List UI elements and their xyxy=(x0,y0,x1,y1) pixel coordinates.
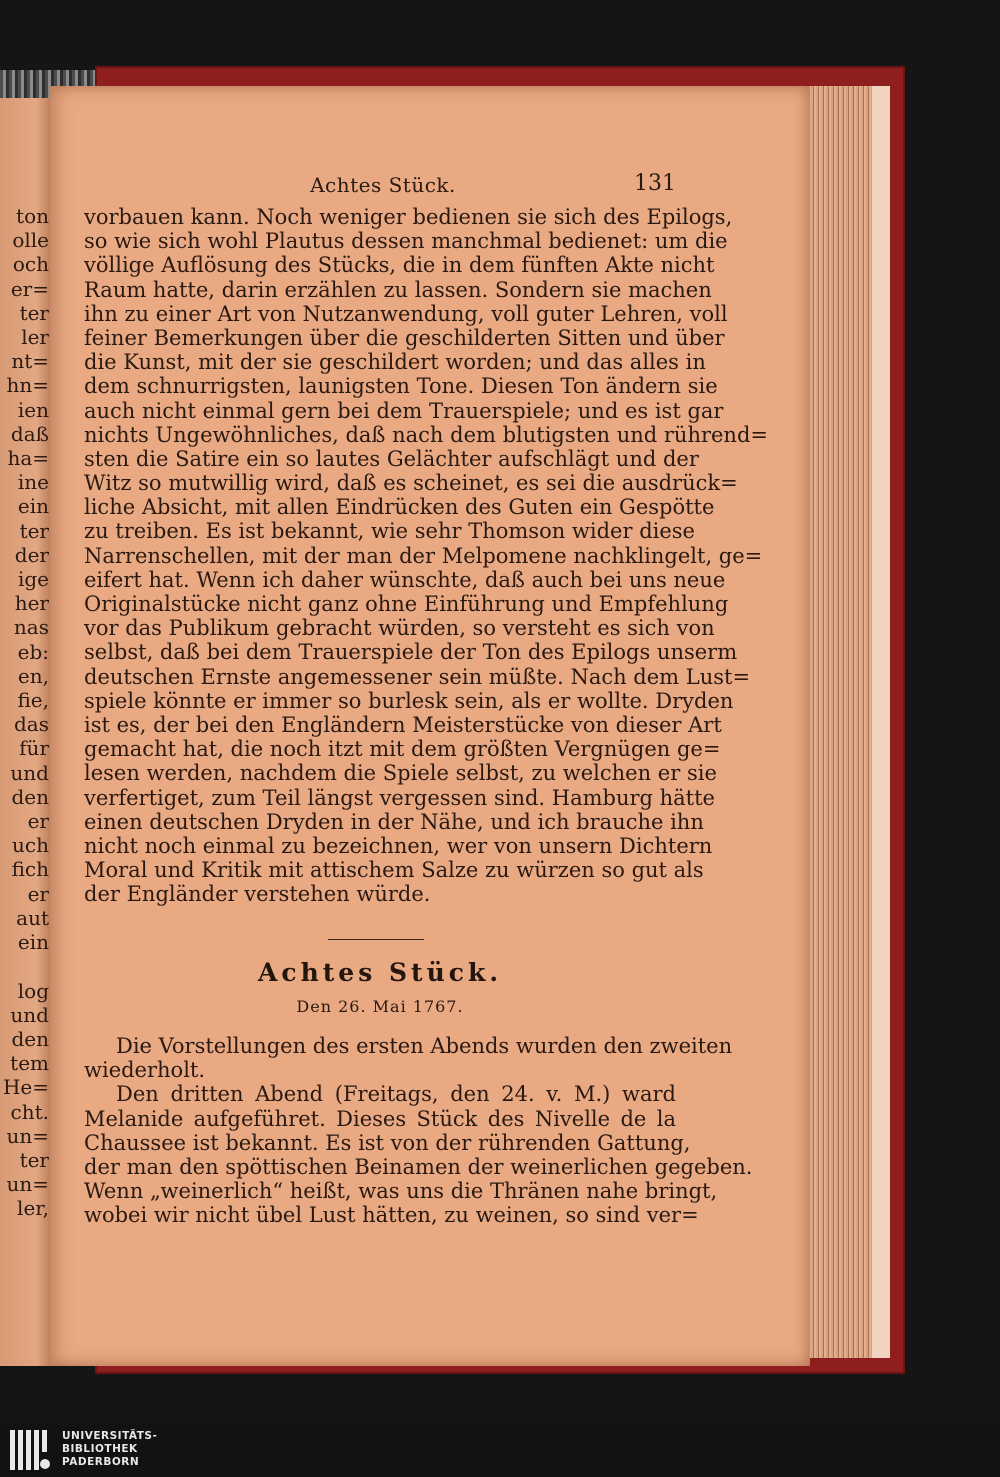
text-line: einen deutschen Dryden in der Nähe, und ich brauche ihn xyxy=(84,809,704,834)
library-name xyxy=(62,1430,157,1469)
section-date: Den 26. Mai 1767. xyxy=(296,997,464,1016)
text-line: Die Vorstellungen des ersten Abends wurden den zweiten xyxy=(116,1034,733,1058)
left-page-fragment: den xyxy=(11,1026,49,1051)
left-page-fragment: fich xyxy=(11,857,49,882)
left-page-fragment: nas xyxy=(13,615,49,640)
text-line: Melanide aufgeführet. Dieses Stück des Nivelle de la xyxy=(84,1106,676,1131)
left-page-fragment: un= xyxy=(6,1123,49,1148)
text-line: die Kunst, mit der sie geschildert worden; und das alles in xyxy=(84,350,706,375)
text-line: Raum hatte, darin erzählen zu lassen. Sondern sie machen xyxy=(84,277,712,302)
running-title: Achtes Stück. xyxy=(310,173,456,197)
text-line: ihn zu einer Art von Nutzanwendung, voll guter Lehren, voll xyxy=(84,301,728,326)
section-text xyxy=(84,1034,753,1228)
left-page-fragment: daß xyxy=(10,421,49,446)
page-number: 131 xyxy=(634,171,676,196)
section-heading: Achtes Stück. xyxy=(257,958,503,987)
text-line: Den dritten Abend (Freitags, den 24. v. M.) ward xyxy=(116,1082,676,1107)
left-page-fragment: olle xyxy=(12,228,49,253)
left-page-fragment: ha= xyxy=(7,446,49,471)
text-line: wiederholt. xyxy=(84,1058,206,1083)
left-page-fragment: ler xyxy=(21,325,49,350)
text-line: vor das Publikum gebracht würden, so versteht es sich von xyxy=(84,616,715,641)
left-page-fragment: ien xyxy=(17,397,49,422)
left-page-fragment: hn= xyxy=(6,373,49,398)
left-page-fragment: un= xyxy=(6,1172,49,1197)
text-line: dem schnurrigsten, launigsten Tone. Diesen Ton ändern sie xyxy=(84,374,718,399)
text-line: auch nicht einmal gern bei dem Trauerspiele; und es ist gar xyxy=(84,398,724,423)
text-line: sten die Satire ein so lautes Gelächter aufschlägt und der xyxy=(84,446,699,471)
text-line: selbst, daß bei dem Trauerspiele der Ton des Epilogs unserm xyxy=(84,640,738,665)
text-line: der man den spöttischen Beinamen der weinerlichen gegeben. xyxy=(84,1154,753,1179)
text-line: völlige Auflösung des Stücks, die in dem fünften Akte nicht xyxy=(84,253,715,278)
library-footer xyxy=(0,1424,1000,1477)
left-page-fragment: den xyxy=(11,784,49,809)
left-page-fragment: für xyxy=(19,736,49,761)
library-name-line3: PADERBORN xyxy=(62,1456,140,1468)
body-text xyxy=(84,205,768,907)
text-line: nichts Ungewöhnliches, daß nach dem blutigsten und rührend= xyxy=(84,422,768,447)
text-line: Moral und Kritik mit attischem Salze zu würzen so gut als xyxy=(84,858,704,883)
text-line: zu treiben. Es ist bekannt, wie sehr Thomson wider diese xyxy=(84,519,695,544)
text-line: spiele könnte er immer so burlesk sein, als er wollte. Dryden xyxy=(84,688,734,713)
left-page-fragment: und xyxy=(10,1002,49,1027)
left-page-fragment: ton xyxy=(16,204,49,228)
text-line: Witz so mutwillig wird, daß es scheinet, es sei die ausdrück= xyxy=(84,471,738,496)
left-page-fragment: ter xyxy=(19,518,49,543)
left-page-fragment: ein xyxy=(17,930,49,955)
text-line: Originalstücke nicht ganz ohne Einführung und Empfehlung xyxy=(84,592,729,616)
left-page-fragment: fie, xyxy=(17,688,49,713)
left-page-fragment: eb: xyxy=(17,639,49,664)
text-line: verfertiget, zum Teil längst vergessen sind. Hamburg hätte xyxy=(84,785,715,810)
text-line: nicht noch einmal zu bezeichnen, wer von unsern Dichtern xyxy=(84,833,713,858)
text-line: liche Absicht, mit allen Eindrücken des Guten ein Gespötte xyxy=(84,495,715,520)
left-page-fragment: tem xyxy=(10,1051,49,1076)
page-header xyxy=(90,173,676,203)
left-page-fragment: He= xyxy=(2,1075,49,1100)
left-page-fragment: her xyxy=(14,591,49,616)
text-line: vorbauen kann. Noch weniger bedienen sie sich des Epilogs, xyxy=(84,205,733,229)
left-page-fragment: ige xyxy=(17,567,49,592)
left-page-fragment: log xyxy=(17,978,49,1003)
library-logo-icon xyxy=(8,1428,52,1472)
text-line: gemacht hat, die noch itzt mit dem größten Vergnügen ge= xyxy=(84,737,721,762)
text-line: feiner Bemerkungen über die geschilderten Sitten und über xyxy=(84,325,725,350)
left-page-fragment: en, xyxy=(17,663,49,688)
left-page-fragment xyxy=(3,954,49,978)
text-line: eifert hat. Wenn ich daher wünschte, daß auch bei uns neue xyxy=(84,567,726,592)
left-page-fragment: ter xyxy=(19,300,49,325)
left-page-fragment: ter xyxy=(19,1147,49,1172)
left-page-fragment: nt= xyxy=(11,349,49,374)
text-line: Wenn „weinerlich“ heißt, was uns die Thränen nahe bringt, xyxy=(84,1179,718,1204)
text-line: Chaussee ist bekannt. Es ist von der rührenden Gattung, xyxy=(84,1130,691,1155)
text-line: Narrenschellen, mit der man der Melpomene nachklingelt, ge= xyxy=(84,543,763,568)
text-line: ist es, der bei den Engländern Meisterstücke von dieser Art xyxy=(84,712,722,737)
left-page-fragment: och xyxy=(12,252,49,277)
left-page-fragment: ler, xyxy=(17,1196,49,1221)
section-divider xyxy=(328,939,424,940)
left-page-fragment: uch xyxy=(12,833,49,858)
left-page-fragment: er xyxy=(27,809,49,834)
left-page-fragment: der xyxy=(14,542,49,567)
left-page-fragment: ein xyxy=(17,494,49,519)
left-page-fragment: er= xyxy=(10,276,49,301)
left-page-fragment: aut xyxy=(16,905,49,930)
left-page-fragment: er xyxy=(27,881,49,906)
left-page-fragment: cht. xyxy=(10,1099,49,1124)
library-name-line1: UNIVERSITÄTS- xyxy=(62,1430,158,1442)
left-page-fragment: und xyxy=(10,760,49,785)
left-page-fragment: das xyxy=(14,712,49,737)
left-page-text-fragments xyxy=(3,204,49,1221)
text-line: lesen werden, nachdem die Spiele selbst, zu welchen er sie xyxy=(84,761,717,786)
library-name-line2: BIBLIOTHEK xyxy=(62,1443,138,1455)
text-line: der Engländer verstehen würde. xyxy=(84,882,431,907)
left-facing-page xyxy=(0,96,52,1366)
text-line: so wie sich wohl Plautus dessen manchmal bedienet: um die xyxy=(84,229,728,254)
text-line: wobei wir nicht übel Lust hätten, zu weinen, so sind ver= xyxy=(84,1203,699,1228)
text-line: deutschen Ernste angemessener sein müßte. Nach dem Lust= xyxy=(84,664,751,689)
left-page-fragment: ine xyxy=(17,470,49,495)
page-edge-highlight xyxy=(872,86,890,1358)
